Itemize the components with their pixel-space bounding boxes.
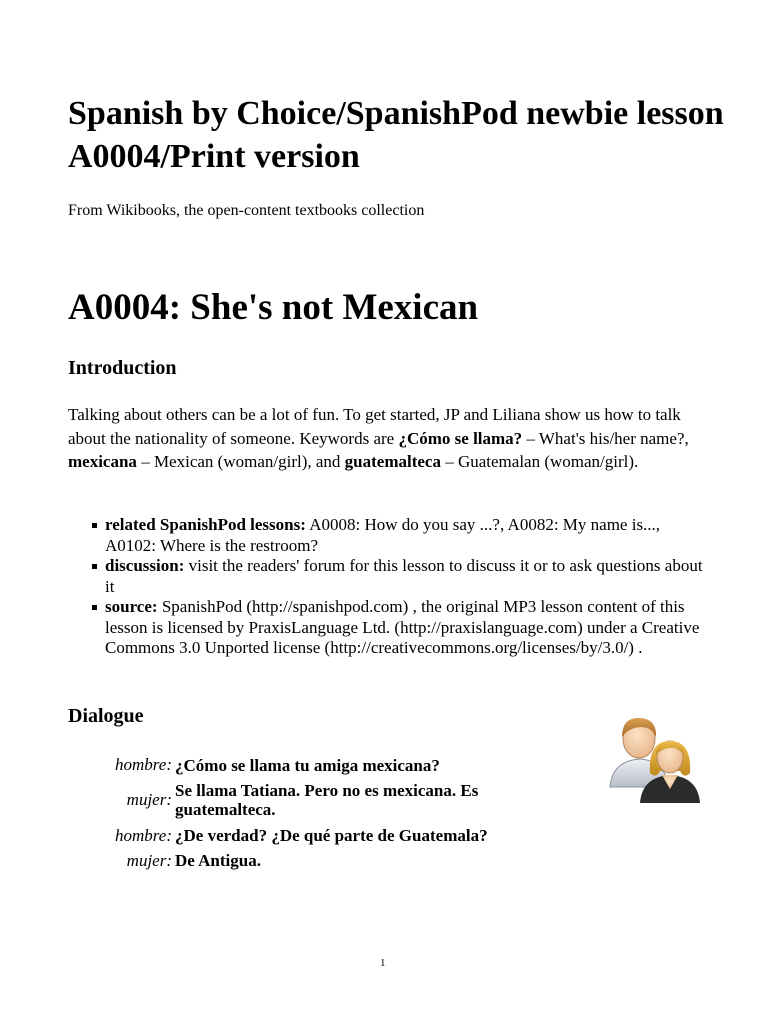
dialogue-row xyxy=(104,823,535,848)
introduction-heading: Introduction xyxy=(68,357,177,379)
keyword-como-se-llama: ¿Cómo se llama? xyxy=(398,428,523,448)
speaker-label: mujer: xyxy=(126,790,172,809)
list-item-label: source: xyxy=(105,597,158,616)
list-item-discussion xyxy=(92,556,708,597)
intro-text: Talking about others can be a lot of fun. To get started, JP and Liliana show us how to talk about the nationality of someone. Keywords are xyxy=(68,405,681,448)
speaker-label: hombre: xyxy=(115,755,172,774)
speaker-label: mujer: xyxy=(126,850,172,870)
intro-text: – Guatemalan (woman/girl). xyxy=(440,452,639,471)
dialogue-row xyxy=(104,777,535,823)
list-item-related xyxy=(92,515,708,556)
list-item-source xyxy=(92,597,708,659)
lesson-info-list xyxy=(92,515,708,659)
people-icon xyxy=(606,711,706,803)
dialogue-line: ¿Cómo se llama tu amiga mexicana? xyxy=(175,755,440,775)
dialogue-row xyxy=(104,753,535,777)
list-item-text: visit the readers' forum for this lesson to discuss it or to ask questions about it xyxy=(105,556,703,596)
dialogue-line: ¿De verdad? ¿De qué parte de Guatemala? xyxy=(175,826,488,845)
dialogue-row xyxy=(104,848,535,873)
list-item-label: related SpanishPod lessons: xyxy=(105,515,306,534)
dialogue-line: Se llama Tatiana. Pero no es mexicana. Es guatemalteca. xyxy=(175,781,479,819)
page-title: Spanish by Choice/SpanishPod newbie lesson A0004/Print version xyxy=(68,95,724,175)
speaker-label: hombre: xyxy=(115,825,172,845)
intro-text: – Mexican (woman/girl), and xyxy=(136,452,345,471)
list-item-label: discussion: xyxy=(105,556,185,575)
dialogue-table xyxy=(104,753,535,873)
dialogue-line: De Antigua. xyxy=(175,851,261,870)
page-number: 1 xyxy=(380,957,386,969)
keyword-mexicana: mexicana xyxy=(68,452,137,471)
source-subtitle: From Wikibooks, the open-content textbooks collection xyxy=(68,202,425,219)
dialogue-heading: Dialogue xyxy=(68,705,144,727)
introduction-paragraph xyxy=(68,403,708,474)
intro-text: – What's his/her name?, xyxy=(522,428,689,448)
lesson-heading: A0004: She's not Mexican xyxy=(68,287,479,328)
keyword-guatemalteca: guatemalteca xyxy=(344,452,441,471)
list-item-text: A0008: How do you say ...?, A0082: My name is..., A0102: Where is the restroom? xyxy=(105,515,661,555)
list-item-text: SpanishPod (http://spanishpod.com) , the original MP3 lesson content of this lesson is licensed by PraxisLanguage Ltd. (http://praxislanguage.com) under a Creative Commons 3.0 Unported license (http://creativecommons.org/licenses/by/3.0/) . xyxy=(105,597,700,657)
